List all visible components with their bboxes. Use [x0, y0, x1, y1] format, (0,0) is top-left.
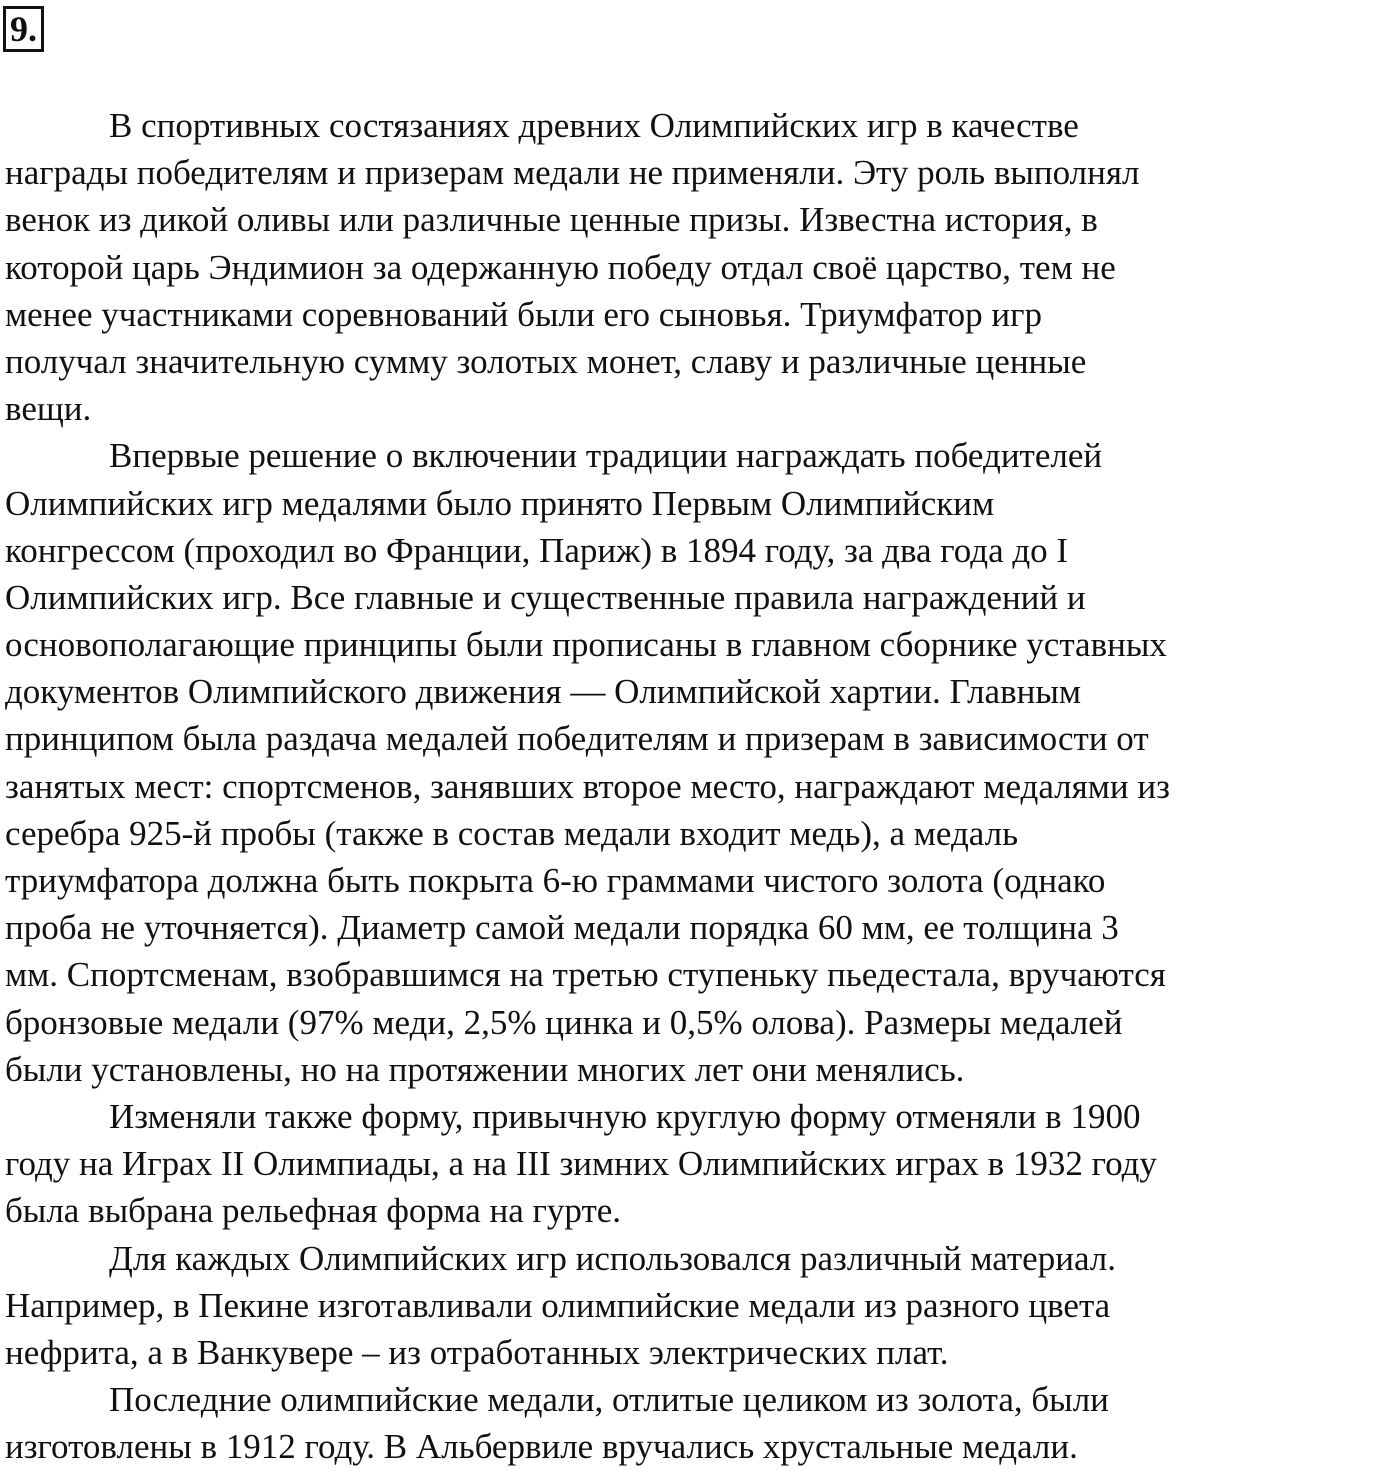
document-text	[5, 102, 1371, 1470]
text-line: Для каждых Олимпийских игр использовался различный материал.	[109, 1238, 1117, 1278]
text-line: венок из дикой оливы или различные ценные призы. Известна история, в	[5, 200, 1098, 240]
text-line: триумфатора должна быть покрыта 6-ю граммами чистого золота (однако	[5, 861, 1106, 900]
text-line: изготовлены в 1912 году. В Альбервиле вручались хрустальные медали.	[5, 1427, 1078, 1467]
text-line: занятых мест: спортсменов, занявших второе место, награждают медалями из	[5, 766, 1170, 806]
text-line: были установлены, но на протяжении многих лет они менялись.	[5, 1049, 965, 1089]
text-line: нефрита, а в Ванкувере – из отработанных электрических плат.	[5, 1332, 949, 1372]
text-line: Впервые решение о включении традиции награждать победителей	[109, 436, 1103, 476]
text-line: Последние олимпийские медали, отлитые целиком из золота, были	[109, 1380, 1109, 1420]
task-number: 9.	[3, 6, 44, 52]
text-line: Олимпийских игр. Все главные и существенные правила награждений и	[5, 577, 1086, 617]
text-line: вещи.	[5, 389, 92, 429]
text-line: конгрессом (проходил во Франции, Париж) в 1894 году, за два года до I	[5, 530, 1069, 570]
text-line: была выбрана рельефная форма на гурте.	[5, 1191, 622, 1231]
text-line: году на Играх II Олимпиады, а на III зимних Олимпийских играх в 1932 году	[5, 1144, 1157, 1184]
text-line: менее участниками соревнований были его сыновья. Триумфатор игр	[5, 294, 1043, 334]
text-line: Например, в Пекине изготавливали олимпийские медали из разного цвета	[5, 1285, 1111, 1325]
text-line: бронзовые медали (97% меди, 2,5% цинка и 0,5% олова). Размеры медалей	[5, 1002, 1123, 1042]
text-line: серебра 925-й пробы (также в состав медали входит медь), а медаль	[5, 813, 1019, 853]
text-line: Изменяли также форму, привычную круглую форму отменяли в 1900	[109, 1096, 1141, 1136]
text-line: мм. Спортсменам, взобравшимся на третью ступеньку пьедестала, вручаются	[5, 955, 1166, 995]
text-line: Олимпийских игр медалями было принято Первым Олимпийским	[5, 483, 995, 523]
text-line: награды победителям и призерам медали не применяли. Эту роль выполнял	[5, 153, 1140, 193]
text-line: документов Олимпийского движения — Олимпийской хартии. Главным	[5, 672, 1082, 712]
text-line: принципом была раздача медалей победителям и призерам в зависимости от	[5, 719, 1149, 759]
text-line: которой царь Эндимион за одержанную победу отдал своё царство, тем не	[5, 247, 1116, 287]
text-line: основополагающие принципы были прописаны в главном сборнике уставных	[5, 625, 1167, 665]
text-line: В спортивных состязаниях древних Олимпийских игр в качестве	[109, 106, 1079, 145]
text-line: получал значительную сумму золотых монет, славу и различные ценные	[5, 341, 1087, 381]
text-line: проба не уточняется). Диаметр самой медали порядка 60 мм, ее толщина 3	[5, 908, 1119, 948]
